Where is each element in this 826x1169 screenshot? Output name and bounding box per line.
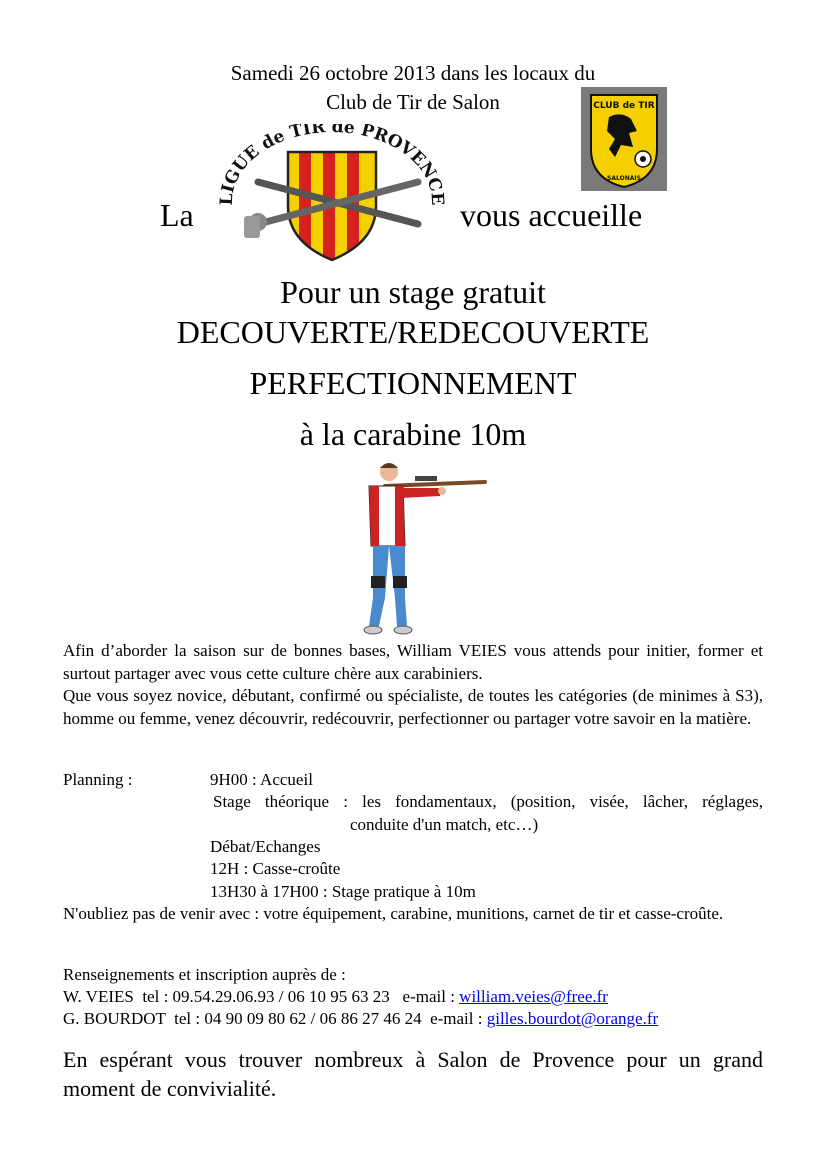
planning-item-welcome: 9H00 : Accueil [210, 770, 313, 789]
title-line-4: à la carabine 10m [299, 416, 527, 452]
club-line: Club de Tir de Salon [326, 90, 500, 114]
planning-item-practice: 13H30 à 17H00 : Stage pratique à 10m [210, 882, 476, 901]
title-line-1: Pour un stage gratuit [280, 274, 546, 310]
planning-item-debate: Débat/Echanges [210, 837, 321, 856]
title-line-2: DECOUVERTE/REDECOUVERTE [176, 314, 650, 350]
ligue-logo-text: LIGUE de TIR de PROVENCE [218, 124, 446, 206]
contact-veies [63, 986, 608, 1009]
planning-item-lunch: 12H : Casse-croûte [210, 859, 341, 878]
club-logo [581, 87, 667, 191]
planning-label: Planning : [63, 770, 133, 789]
contact-veies-details: W. VEIES tel : 09.54.29.06.93 / 06 10 95 63 23 e-mail : [63, 987, 460, 1006]
email-link-veies[interactable]: william.veies@free.fr [459, 987, 608, 1006]
shooter-illustration [345, 458, 495, 640]
intro-paragraph-2: Que vous soyez novice, débutant, confirmé ou spécialiste, de toutes les catégories (de minimes à S3), homme ou femme, venez découvrir, redécouvrir, perfectionner ou partager votre savoir en la matière. [63, 686, 763, 728]
email-link-bourdot[interactable]: gilles.bourdot@orange.fr [486, 1009, 659, 1028]
equipment-reminder: N'oubliez pas de venir avec : votre équipement, carabine, munitions, carnet de tir et casse-croûte. [63, 904, 724, 923]
closing-message: En espérant vous trouver nombreux à Salon de Provence pour un grand moment de convivialité. [63, 1047, 763, 1101]
title-line-3: PERFECTIONNEMENT [249, 365, 577, 401]
welcome-text: vous accueille [460, 197, 643, 233]
club-logo-subtext: SALONAIS [607, 175, 641, 182]
contact-bourdot [63, 1008, 658, 1031]
la-word: La [160, 197, 194, 233]
contact-bourdot-details: G. BOURDOT tel : 04 90 09 80 62 / 06 86 27 46 24 e-mail : [63, 1009, 487, 1028]
ligue-logo [218, 124, 446, 264]
contacts-heading: Renseignements et inscription auprès de : [63, 965, 346, 984]
date-line: Samedi 26 octobre 2013 dans les locaux du [230, 61, 596, 85]
club-logo-text: CLUB de TIR [593, 101, 655, 111]
planning-item-theory-cont: conduite d'un match, etc…) [350, 815, 539, 834]
planning-item-theory: Stage théorique : les fondamentaux, (position, visée, lâcher, réglages, [213, 792, 763, 811]
intro-paragraph-1: Afin d’aborder la saison sur de bonnes bases, William VEIES vous attends pour initier, former et surtout partager avec vous cette culture chère aux carabiniers. [63, 641, 763, 683]
